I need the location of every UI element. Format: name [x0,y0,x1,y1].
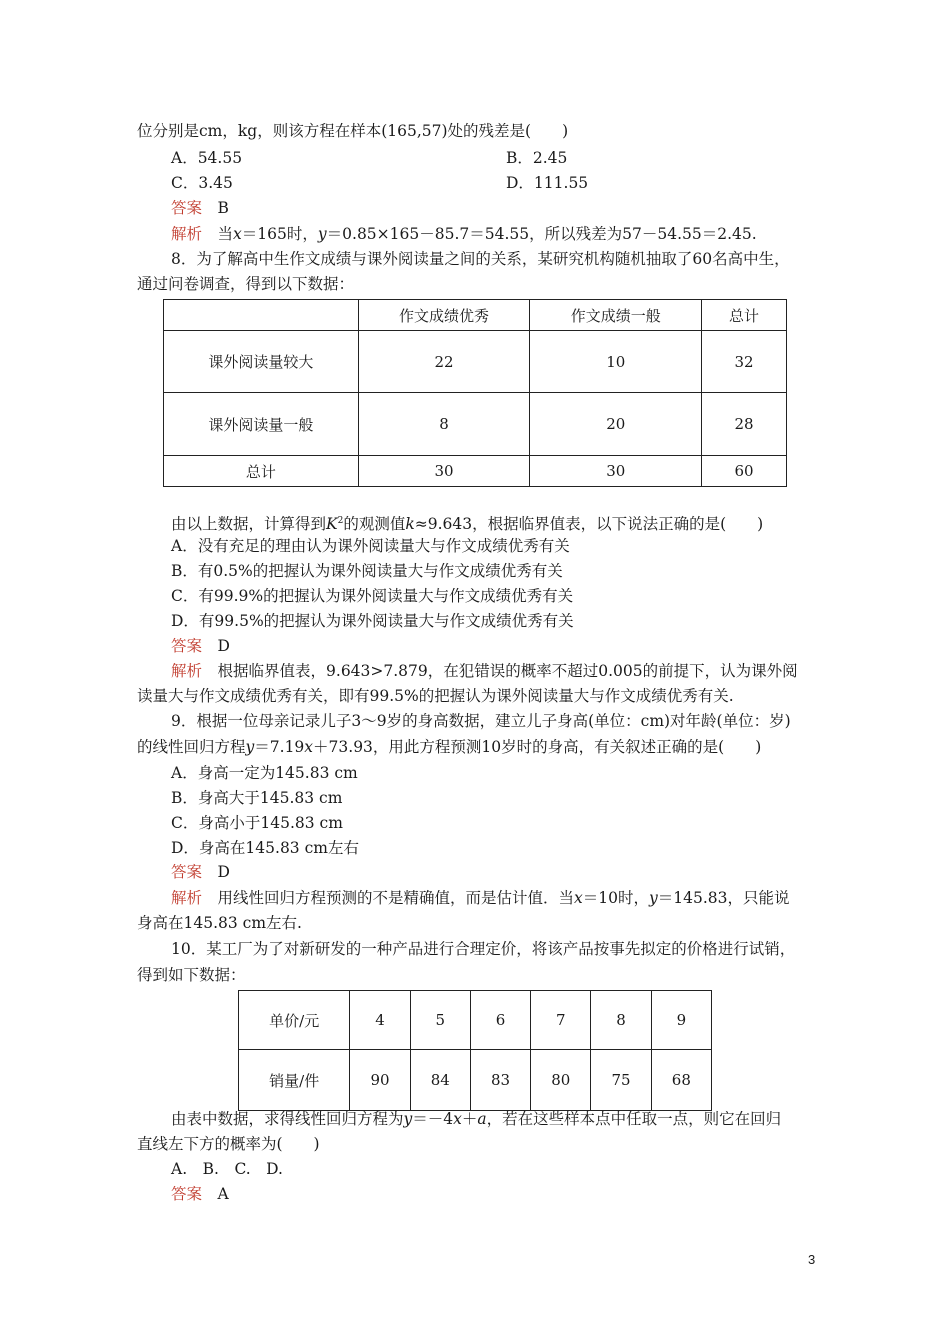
q8-after-table [171,511,763,534]
table-row [239,991,712,1050]
q7-option-a: A．54.55 [171,149,243,167]
table-cell: 9 [651,991,711,1050]
table-cell: 课外阅读量较大 [164,331,359,393]
table-cell: 作文成绩一般 [530,300,702,331]
q7-explanation [171,224,757,244]
table-header-row [164,300,787,331]
table-cell [164,300,359,331]
q8-contingency-table [163,299,787,487]
table-row [164,393,787,456]
explanation-text: 当 [217,225,234,243]
stem-text: 由以上数据，计算得到 [171,515,327,534]
var-x: x [233,225,242,243]
var-x: x [453,1110,462,1128]
q9-option-c: C．身高小于145.83 cm [171,814,343,832]
var-k: k [405,515,415,534]
stem-text: 的线性回归方程 [137,738,246,756]
stem-text: ＝7.19 [254,738,305,756]
q8-option-c: C．有99.9%的把握认为课外阅读量大与作文成绩优秀有关 [171,587,574,605]
table-cell: 22 [358,331,530,393]
table-cell: 4 [350,991,410,1050]
explanation-label: 解析 [171,225,203,243]
table-cell: 8 [358,393,530,456]
table-cell: 7 [531,991,591,1050]
table-cell: 6 [470,991,530,1050]
table-cell: 83 [470,1050,530,1111]
table-cell: 8 [591,991,651,1050]
table-cell: 销量/件 [239,1050,350,1111]
q8-option-b: B．有0.5%的把握认为课外阅读量大与作文成绩优秀有关 [171,562,563,580]
q8-stem-line2: 通过问卷调查，得到以下数据： [137,275,355,293]
var-a: a [477,1110,487,1128]
var-y: y [245,738,255,756]
explanation-text: ＝165时， [241,225,318,243]
q9-answer [171,862,230,882]
answer-value: D [217,863,230,881]
q9-stem-line2 [137,737,761,757]
stem-text: ＋73.93，用此方程预测10岁时的身高，有关叙述正确的是( ) [313,738,762,756]
q9-explanation-line1 [171,888,790,908]
table-cell: 课外阅读量一般 [164,393,359,456]
table-cell: 作文成绩优秀 [358,300,530,331]
q9-option-b: B．身高大于145.83 cm [171,789,343,807]
table-cell: 总计 [164,456,359,487]
stem-text: ≈9.643，根据临界值表，以下说法正确的是( ) [414,515,764,534]
answer-label: 答案 [171,1185,203,1203]
var-x: x [574,889,583,907]
table-cell: 30 [530,456,702,487]
q7-stem-continuation: 位分别是cm，kg，则该方程在样本(165,57)处的残差是( ) [137,122,569,140]
q8-stem-line1: 8．为了解高中生作文成绩与课外阅读量之间的关系，某研究机构随机抽取了60名高中生， [171,250,790,268]
explanation-text: 根据临界值表，9.643>7.879，在犯错误的概率不超过0.005的前提下，认为课外阅 [217,662,798,680]
q8-option-d: D．有99.5%的把握认为课外阅读量大与作文成绩优秀有关 [171,612,574,630]
var-y: y [649,889,658,907]
q10-options: A. B. C. D. [171,1160,283,1178]
table-cell: 75 [591,1050,651,1111]
var-x: x [304,738,314,756]
answer-value: A [217,1185,229,1203]
explanation-label: 解析 [171,889,203,907]
explanation-text: ＝145.83，只能说 [657,889,790,907]
answer-label: 答案 [171,637,203,655]
stem-text: ＝－4 [412,1110,454,1128]
table-cell: 80 [531,1050,591,1111]
table-row [164,331,787,393]
q9-explanation-line2: 身高在145.83 cm左右. [137,914,302,932]
table-cell: 30 [358,456,530,487]
var-y: y [403,1110,413,1128]
q7-option-c: C．3.45 [171,174,233,192]
q9-option-a: A．身高一定为145.83 cm [171,764,358,782]
table-cell: 单价/元 [239,991,350,1050]
q7-option-d: D．111.55 [506,174,589,192]
answer-value: D [217,637,230,655]
table-cell: 84 [410,1050,470,1111]
explanation-text: ＝0.85×165－85.7＝54.55，所以残差为57－54.55＝2.45. [326,225,757,243]
explanation-text: 用线性回归方程预测的不是精确值，而是估计值．当 [217,889,575,907]
q10-after-table-line2: 直线左下方的概率为( ) [137,1135,320,1153]
q9-stem-line1: 9．根据一位母亲记录儿子3～9岁的身高数据，建立儿子身高(单位：cm)对年龄(单位：岁) [171,712,791,730]
q10-answer [171,1184,229,1204]
answer-value: B [217,199,229,217]
var-K: K [326,515,338,534]
var-y: y [317,225,327,243]
page-number: 3 [808,1252,816,1267]
answer-label: 答案 [171,863,203,881]
stem-text: 的观测值 [343,515,406,534]
table-cell: 90 [350,1050,410,1111]
q10-stem-line2: 得到如下数据： [137,966,246,984]
q7-option-b: B．2.45 [506,149,568,167]
q10-after-table-line1 [171,1109,781,1129]
q10-stem-line1: 10．某工厂为了对新研发的一种产品进行合理定价，将该产品按事先拟定的价格进行试销， [171,940,796,958]
answer-label: 答案 [171,199,203,217]
q7-answer [171,198,229,218]
table-cell: 5 [410,991,470,1050]
table-cell: 68 [651,1050,711,1111]
q8-explanation-line2: 读量大与作文成绩优秀有关，即有99.5%的把握认为课外阅读量大与作文成绩优秀有关. [137,687,734,705]
table-cell: 20 [530,393,702,456]
q8-explanation-line1 [171,661,798,681]
table-row [239,1050,712,1111]
explanation-text: ＝10时， [582,889,650,907]
table-cell: 60 [702,456,787,487]
stem-text: ＋ [461,1110,478,1128]
q9-option-d: D．身高在145.83 cm左右 [171,839,359,857]
q10-price-sales-table [238,990,712,1111]
stem-text: 由表中数据，求得线性回归方程为 [171,1110,404,1128]
explanation-label: 解析 [171,662,203,680]
table-cell: 32 [702,331,787,393]
q8-answer [171,636,230,656]
table-cell: 28 [702,393,787,456]
q8-option-a: A．没有充足的理由认为课外阅读量大与作文成绩优秀有关 [171,537,570,555]
table-cell: 10 [530,331,702,393]
table-row [164,456,787,487]
superscript: 2 [337,516,344,526]
stem-text: ，若在这些样本点中任取一点，则它在回归 [486,1110,782,1128]
table-cell: 总计 [702,300,787,331]
